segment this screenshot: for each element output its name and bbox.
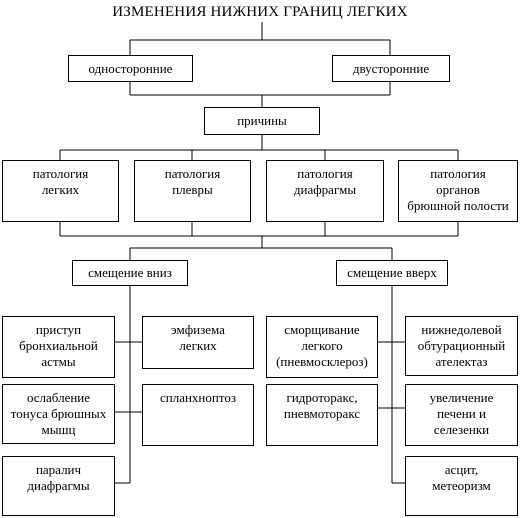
node-abdominal-pathology (398, 160, 518, 222)
node-label (267, 166, 383, 198)
node-label-line: смещение вверх (347, 265, 437, 280)
node-label (143, 390, 253, 406)
node-label-line: нижнедолевой (421, 322, 502, 337)
node-label (406, 462, 517, 494)
node-label-line: легких (41, 182, 80, 197)
node-label-line: паралич (35, 462, 82, 477)
node-label-line: причины (237, 113, 287, 128)
node-label-line: бронхиальной (19, 338, 98, 353)
node-label-line: печени и (437, 406, 486, 421)
node-label-line: метеоризм (432, 478, 491, 493)
node-label (347, 265, 436, 281)
node-label-line: астмы (41, 354, 76, 369)
node-atelectasis (405, 316, 518, 376)
node-label-line: органов (436, 182, 480, 197)
node-label-line: (пневмосклероз) (276, 354, 368, 369)
node-label (237, 113, 287, 129)
node-emphysema (142, 316, 254, 369)
node-label-line: обтурационный (417, 338, 506, 353)
node-causes (204, 107, 320, 135)
node-label-line: мышц (41, 422, 76, 437)
node-label-line: селезенки (433, 422, 490, 437)
node-lung-pathology (2, 160, 119, 222)
node-label-line: гидроторакс, (286, 390, 358, 405)
node-label (3, 390, 114, 438)
node-label-line: патология (297, 166, 353, 181)
node-label-line: плевры (172, 182, 213, 197)
node-hydrothorax (266, 384, 378, 446)
node-displacement-up (336, 260, 448, 286)
node-ascites (405, 456, 518, 516)
node-label-line: увеличение (429, 390, 494, 405)
node-label (3, 322, 114, 370)
node-label-line: ослабление (26, 390, 91, 405)
node-diaphragm-paralysis (2, 456, 115, 516)
node-label (267, 322, 377, 370)
connector-causes (60, 135, 458, 160)
connector-right-tree (378, 286, 405, 483)
node-label (3, 166, 118, 198)
node-label-line: диафрагмы (27, 478, 90, 493)
node-label-line: патология (32, 166, 89, 181)
node-splanchnoptosis (142, 384, 254, 446)
connector-title (130, 22, 390, 55)
node-label-line: сморщивание (284, 322, 360, 337)
node-label (353, 61, 429, 77)
node-label (135, 166, 250, 198)
node-label-line: тонуса брюшных (10, 406, 107, 421)
node-label-line: диафрагмы (293, 182, 357, 197)
node-label-line: ателектаз (435, 354, 488, 369)
node-label-line: эмфизема (171, 322, 225, 337)
node-label (399, 166, 517, 214)
node-bilateral (332, 55, 450, 82)
node-label (406, 390, 517, 438)
node-label-line: спланхноптоз (159, 390, 236, 405)
node-label-line: двусторонние (352, 60, 430, 76)
connector-displacement (130, 248, 392, 260)
node-label-line: патология (164, 166, 221, 181)
node-label (88, 265, 172, 281)
diagram-title: ИЗМЕНЕНИЯ НИЖНИХ ГРАНИЦ ЛЕГКИХ (112, 4, 408, 20)
node-label (3, 462, 114, 494)
node-label-line: односторонние (88, 60, 173, 76)
node-pneumosclerosis (266, 316, 378, 378)
connector-branches (130, 82, 390, 107)
node-label (406, 322, 517, 370)
node-organ-enlargement (405, 384, 518, 446)
node-label-line: патология (430, 166, 486, 181)
node-label-line: смещение вниз (88, 265, 172, 280)
node-asthma (2, 316, 115, 378)
node-label (143, 322, 253, 354)
connector-left-tree (115, 286, 142, 483)
node-label (89, 61, 173, 77)
connector-pathology (60, 222, 458, 248)
node-label-line: приступ (35, 322, 82, 337)
node-label-line: брюшной полости (407, 198, 509, 213)
node-label-line: асцит, (444, 462, 479, 477)
node-label-line: легких (179, 338, 217, 353)
node-label (267, 390, 377, 422)
node-label-line: легкого (301, 338, 343, 353)
node-abdominal-muscle-weakness (2, 384, 115, 444)
node-pleura-pathology (134, 160, 251, 222)
node-unilateral (68, 55, 193, 82)
node-label-line: пневмоторакс (283, 406, 361, 421)
node-displacement-down (72, 260, 188, 286)
node-diaphragm-pathology (266, 160, 384, 222)
